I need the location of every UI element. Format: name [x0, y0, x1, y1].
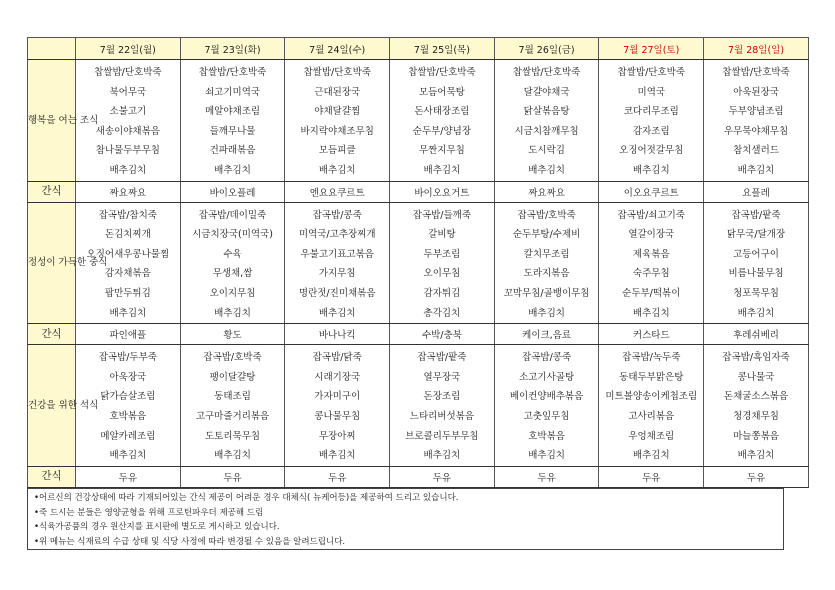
meal-cell — [704, 60, 809, 182]
snack-label: 간식 — [28, 181, 76, 202]
snack-cell: 짜요짜요 — [494, 181, 599, 202]
snack-cell: 짜요짜요 — [76, 181, 181, 202]
weekly-menu-table — [27, 37, 809, 488]
menu-item: 야채달걀찜 — [314, 106, 361, 118]
menu-item: 찹쌀밥/단호박죽 — [512, 67, 581, 78]
day-header: 7월 25일(목) — [390, 38, 495, 60]
meal-cell — [704, 345, 809, 467]
snack-cell: 바이오요거트 — [390, 181, 495, 202]
menu-item: 모듬피클 — [318, 145, 356, 157]
day-header: 7월 28일(일) — [704, 38, 809, 60]
meal-label: 행복을 여는 조식 — [28, 60, 76, 182]
menu-item: 미역국 — [637, 86, 666, 98]
meal-row — [28, 345, 809, 467]
menu-item: 돈채굴소스볶음 — [723, 391, 789, 403]
day-header: 7월 27일(토) — [599, 38, 704, 60]
menu-item: 들깨무나물 — [209, 125, 256, 137]
menu-item: 오이무침 — [423, 268, 461, 280]
menu-item: 무장아찌 — [318, 430, 356, 442]
menu-item: 열무장국 — [423, 371, 461, 383]
snack-row — [28, 324, 809, 345]
menu-item: 배추김치 — [318, 450, 356, 462]
menu-item: 미역국/고추장찌개 — [298, 229, 376, 241]
menu-item: 고구마줄거리볶음 — [195, 410, 270, 422]
menu-item: 참치샐러드 — [733, 145, 779, 157]
menu-item: 청포묵무침 — [733, 287, 779, 299]
menu-item: 찹쌀밥/단호박죽 — [617, 67, 685, 78]
snack-label: 간식 — [28, 324, 76, 345]
menu-item: 배추김치 — [214, 307, 251, 319]
menu-item: 명란젓/진미채볶음 — [298, 287, 376, 299]
menu-item: 무짠지무침 — [418, 145, 465, 157]
menu-item: 배추김치 — [632, 164, 670, 176]
menu-item: 우무묵야채무침 — [723, 125, 789, 137]
meal-cell — [180, 60, 285, 182]
meal-cell — [180, 345, 285, 467]
menu-item: 순두부/양념장 — [412, 125, 472, 137]
menu-item: 찹쌀밥/단호박죽 — [94, 67, 162, 78]
menu-item: 우엉채조림 — [628, 430, 675, 442]
meal-cell — [390, 60, 495, 182]
header-row — [28, 38, 809, 60]
menu-item: 배추김치 — [632, 450, 670, 462]
menu-item: 배추김치 — [109, 450, 147, 462]
menu-item: 북어무국 — [109, 86, 147, 98]
note-line: •식육가공품의 경우 원산지를 표시판에 별도로 게시하고 있습니다. — [34, 522, 280, 532]
menu-item: 소불고기 — [109, 106, 147, 118]
menu-item: 코다리무조림 — [623, 106, 679, 118]
menu-item: 가자미구이 — [314, 391, 361, 403]
menu-item: 고춧잎무침 — [523, 410, 570, 422]
menu-item: 아욱장국 — [109, 371, 147, 383]
menu-item: 도토리묵무침 — [205, 430, 261, 442]
snack-cell: 이오요쿠르트 — [599, 181, 704, 202]
menu-item: 열갈이장국 — [628, 229, 675, 241]
menu-item: 닭무국/달개장 — [726, 229, 786, 241]
menu-item: 배추김치 — [737, 450, 775, 462]
menu-item: 돈김치찌개 — [104, 229, 151, 241]
menu-item: 배추김치 — [423, 164, 461, 176]
menu-item: 잡곡밥/호박죽 — [203, 352, 262, 364]
menu-item: 근대된장국 — [314, 86, 361, 98]
menu-item: 참나물두부무침 — [95, 145, 160, 157]
meal-cell — [285, 345, 390, 467]
menu-item: 시래기장국 — [314, 371, 361, 383]
menu-item: 호박볶음 — [109, 410, 147, 422]
menu-item: 찹쌀밥/단호박죽 — [408, 67, 476, 78]
menu-item: 두부조림 — [423, 248, 461, 260]
snack-cell: 수박/충북 — [390, 324, 495, 345]
meal-cell — [599, 60, 704, 182]
menu-item: 잡곡밥/녹두죽 — [622, 352, 681, 364]
menu-item: 시금치참깨무침 — [514, 125, 579, 137]
menu-item: 잡곡밥/콩죽 — [312, 209, 362, 221]
day-header: 7월 24일(수) — [285, 38, 390, 60]
menu-item: 갈비탕 — [428, 229, 456, 241]
day-header: 7월 26일(금) — [494, 38, 599, 60]
snack-cell: 파인애플 — [76, 324, 181, 345]
menu-item: 콩나물무침 — [314, 410, 361, 422]
menu-item: 호박볶음 — [528, 430, 565, 442]
menu-item: 배추김치 — [214, 450, 251, 462]
menu-item: 감자채볶음 — [104, 268, 151, 280]
snack-cell: 두유 — [180, 466, 285, 487]
day-header: 7월 23일(화) — [180, 38, 285, 60]
menu-item: 오징어새우콩나물찜 — [86, 248, 170, 260]
meal-label: 정성이 가득한 중식 — [28, 202, 76, 324]
snack-cell: 두유 — [390, 466, 495, 487]
menu-item: 팽이달걀탕 — [209, 371, 256, 383]
menu-item: 배추김치 — [737, 307, 775, 319]
menu-item: 닭살볶음탕 — [523, 106, 570, 118]
snack-cell: 두유 — [76, 466, 181, 487]
menu-item: 배추김치 — [737, 164, 775, 176]
menu-item: 닭가슴살조림 — [100, 391, 156, 403]
meal-cell — [285, 202, 390, 324]
menu-item: 잡곡밥/팥죽 — [731, 209, 781, 221]
meal-label: 건강을 위한 석식 — [28, 345, 76, 467]
menu-item: 칼치무조림 — [523, 248, 570, 260]
snack-cell: 황도 — [180, 324, 285, 345]
notes-box — [27, 488, 784, 550]
menu-item: 잡곡밥/콩죽 — [522, 352, 572, 364]
day-header: 7월 22일(월) — [76, 38, 181, 60]
menu-item: 미트볼양송이케첩조림 — [605, 391, 698, 403]
meal-cell — [180, 202, 285, 324]
menu-item: 잡곡밥/들깨죽 — [412, 209, 472, 221]
note-line: •어르신의 건강상태에 따라 기재되어있는 간식 제공이 어려운 경우 대체식( 뉴케어등)을 제공하여 드리고 있습니다. — [34, 493, 459, 503]
menu-item: 돈장조림 — [423, 391, 461, 403]
menu-item: 모듬어묵탕 — [418, 86, 465, 98]
menu-item: 소고기사골탕 — [519, 371, 575, 383]
menu-item: 쇠고기미역국 — [205, 86, 261, 98]
snack-cell: 바이오플레 — [180, 181, 285, 202]
menu-item: 바지락야채조무침 — [300, 125, 374, 137]
menu-item: 청경채무침 — [733, 410, 779, 422]
menu-item: 잡곡밥/호박죽 — [517, 209, 576, 221]
menu-item: 잡곡밥/팥죽 — [417, 352, 467, 364]
snack-cell: 두유 — [285, 466, 390, 487]
snack-cell: 두유 — [599, 466, 704, 487]
meal-cell — [390, 202, 495, 324]
meal-cell — [494, 60, 599, 182]
menu-item: 수육 — [223, 248, 242, 260]
snack-cell: 두유 — [494, 466, 599, 487]
menu-item: 팝만두튀김 — [104, 287, 151, 299]
menu-item: 배추김치 — [318, 307, 356, 319]
snack-cell: 케이크,음료 — [494, 324, 599, 345]
menu-item: 고등어구이 — [733, 248, 779, 260]
menu-item: 배추김치 — [109, 164, 147, 176]
menu-item: 동태조림 — [214, 391, 251, 403]
menu-item: 마늘쫑볶음 — [733, 430, 779, 442]
snack-cell: 두유 — [704, 466, 809, 487]
snack-cell: 엔요요쿠르트 — [285, 181, 390, 202]
menu-item: 도시락김 — [528, 145, 565, 157]
menu-item: 아욱된장국 — [733, 86, 779, 98]
menu-item: 두부양념조림 — [728, 106, 784, 118]
menu-item: 제육볶음 — [632, 248, 670, 260]
menu-item: 동태두부맑은탕 — [619, 371, 684, 383]
meal-row — [28, 202, 809, 324]
menu-item: 고사리볶음 — [628, 410, 675, 422]
menu-item: 메알야채조림 — [205, 106, 261, 118]
snack-cell: 커스타드 — [599, 324, 704, 345]
menu-item: 베이컨양배추볶음 — [509, 391, 584, 403]
menu-item: 느타리버섯볶음 — [409, 410, 475, 422]
menu-item: 순두부탕/수제비 — [512, 229, 581, 241]
snack-label: 간식 — [28, 466, 76, 487]
menu-item: 찹쌀밥/단호박죽 — [303, 67, 371, 78]
menu-item: 무생채,쌈 — [212, 268, 253, 280]
meal-cell — [599, 202, 704, 324]
menu-item: 잡곡밥/쇠고기죽 — [617, 209, 685, 221]
menu-item: 달걀야채국 — [523, 86, 570, 98]
menu-item: 건파래볶음 — [209, 145, 256, 157]
snack-row — [28, 466, 809, 487]
menu-item: 우불고기표고볶음 — [300, 248, 374, 260]
menu-item: 감자조림 — [632, 125, 670, 137]
menu-item: 감자튀김 — [423, 287, 461, 299]
meal-cell — [704, 202, 809, 324]
snack-cell: 요플레 — [704, 181, 809, 202]
menu-item: 배추김치 — [109, 307, 147, 319]
note-line: •위 메뉴는 식재료의 수급 상태 및 식당 사정에 따라 변경될 수 있음을 알려드립니다. — [34, 536, 346, 547]
menu-item: 시금치장국(미역국) — [192, 229, 273, 241]
menu-item: 배추김치 — [423, 450, 461, 462]
snack-cell: 바나나킥 — [285, 324, 390, 345]
menu-item: 배추김치 — [632, 307, 670, 319]
menu-item: 잡곡밥/데이밀죽 — [198, 209, 267, 221]
menu-item: 잡곡밥/흑임자죽 — [722, 352, 790, 364]
menu-item: 배추김치 — [318, 164, 356, 176]
menu-item: 잡곡밥/두부죽 — [98, 352, 157, 364]
menu-item: 배추김치 — [528, 450, 565, 462]
snack-row — [28, 181, 809, 202]
menu-item: 오이지무침 — [209, 287, 256, 299]
meal-cell — [494, 202, 599, 324]
menu-item: 비름나물무침 — [728, 268, 784, 280]
menu-item: 메알카레조림 — [100, 430, 156, 442]
menu-item: 가지무침 — [318, 268, 356, 280]
menu-item: 총각김치 — [423, 307, 461, 319]
meal-cell — [390, 345, 495, 467]
snack-cell: 후레쉬베리 — [704, 324, 809, 345]
menu-body — [28, 60, 809, 488]
menu-item: 잡곡밥/참치죽 — [98, 209, 157, 221]
meal-cell — [285, 60, 390, 182]
meal-cell — [599, 345, 704, 467]
menu-item: 꼬막무침/골뱅이무침 — [503, 287, 590, 299]
menu-item: 찹쌀밥/단호박죽 — [198, 67, 267, 78]
menu-item: 배추김치 — [528, 307, 565, 319]
meal-row — [28, 60, 809, 182]
menu-item: 오징어젓갈무침 — [619, 145, 684, 157]
menu-item: 배추김치 — [214, 164, 251, 176]
menu-item: 찹쌀밥/단호박죽 — [722, 67, 790, 78]
meal-cell — [76, 202, 181, 324]
menu-item: 돈사태장조림 — [414, 106, 470, 118]
menu-item: 도라지볶음 — [523, 268, 570, 280]
menu-item: 새송이야채볶음 — [95, 125, 160, 137]
note-line: •죽 드시는 분들은 영양균형을 위해 프로틴파우더 제공해 드림 — [34, 507, 264, 518]
menu-item: 숙주무침 — [632, 268, 670, 280]
meal-cell — [494, 345, 599, 467]
menu-item: 잡곡밥/닭죽 — [312, 352, 362, 364]
menu-item: 브로콜리두부무침 — [405, 430, 479, 442]
corner-cell — [28, 38, 76, 60]
menu-item: 배추김치 — [528, 164, 565, 176]
menu-item: 콩나물국 — [737, 371, 775, 383]
menu-item: 순두부/떡볶이 — [622, 287, 681, 299]
